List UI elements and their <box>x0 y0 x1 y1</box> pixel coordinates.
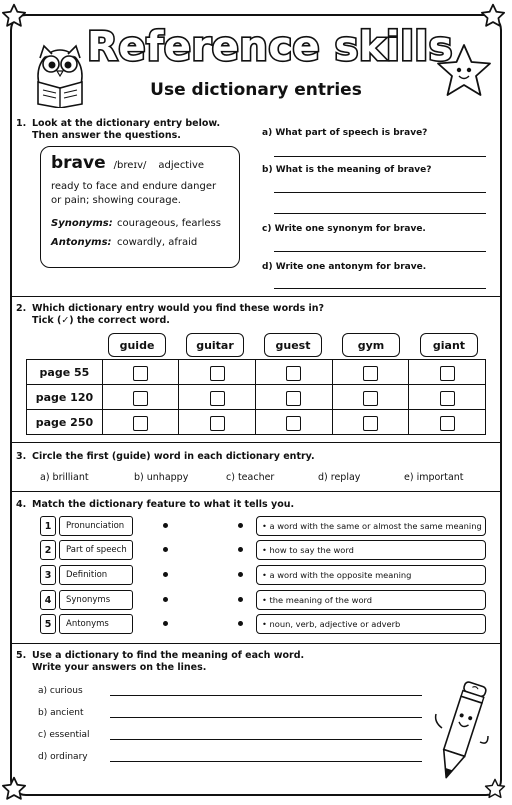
answer-line[interactable] <box>110 695 422 696</box>
question-1: 1. Look at the dictionary entry below. Then answer the questions. <box>16 118 496 142</box>
match-dot-right[interactable] <box>238 621 243 626</box>
answer-line[interactable] <box>274 251 486 252</box>
tick-checkbox[interactable] <box>210 366 225 381</box>
tick-checkbox[interactable] <box>440 416 455 431</box>
feature-number: 4 <box>40 590 56 610</box>
q1-question-d: d) Write one antonym for brave. <box>262 262 427 272</box>
tick-checkbox[interactable] <box>133 416 148 431</box>
match-dot-right[interactable] <box>238 523 243 528</box>
match-dot-right[interactable] <box>238 547 243 552</box>
guide-word-item[interactable]: a) brilliant <box>40 472 89 483</box>
meaning-box: • a word with the opposite meaning <box>256 565 486 585</box>
tick-checkbox[interactable] <box>363 366 378 381</box>
q1-instruction: 1. Look at the dictionary entry below. <box>16 118 221 129</box>
word-box-guide: guide <box>108 333 166 357</box>
tick-checkbox[interactable] <box>133 391 148 406</box>
word-box-guest: guest <box>264 333 322 357</box>
table-row <box>27 410 486 435</box>
q5-word: d) ordinary <box>38 752 88 762</box>
answer-line[interactable] <box>110 761 422 762</box>
answer-line[interactable] <box>110 717 422 718</box>
table-row <box>27 385 486 410</box>
entry-part-of-speech: adjective <box>158 160 205 171</box>
table-row <box>27 360 486 385</box>
row-label: page 55 <box>27 360 103 385</box>
feature-number: 1 <box>40 516 56 536</box>
tick-checkbox[interactable] <box>210 391 225 406</box>
meaning-box: • the meaning of the word <box>256 590 486 610</box>
entry-word: brave <box>51 153 106 173</box>
pencil-character-icon <box>428 676 494 788</box>
section-divider <box>12 442 500 443</box>
dictionary-entry-box <box>40 146 240 268</box>
entry-antonyms: Antonyms: cowardly, afraid <box>51 237 198 248</box>
guide-word-item[interactable]: b) unhappy <box>134 472 189 483</box>
answer-line[interactable] <box>274 288 486 289</box>
entry-synonyms: Synonyms: courageous, fearless <box>51 218 221 229</box>
word-box-gym: gym <box>342 333 400 357</box>
q1-question-a: a) What part of speech is brave? <box>262 128 428 138</box>
corner-star-icon <box>1 776 27 802</box>
tick-checkbox[interactable] <box>440 366 455 381</box>
q5-word: b) ancient <box>38 708 84 718</box>
tick-checkbox[interactable] <box>363 416 378 431</box>
tick-checkbox[interactable] <box>286 366 301 381</box>
q1-question-b: b) What is the meaning of brave? <box>262 165 432 175</box>
q5-word: c) essential <box>38 730 90 740</box>
tick-checkbox[interactable] <box>133 366 148 381</box>
tick-table <box>26 359 486 435</box>
match-dot-right[interactable] <box>238 572 243 577</box>
tick-checkbox[interactable] <box>286 416 301 431</box>
guide-word-item[interactable]: e) important <box>404 472 464 483</box>
feature-number: 5 <box>40 614 56 634</box>
question-5: 5. Use a dictionary to find the meaning of each word. Write your answers on the lines. <box>16 650 305 673</box>
match-dot-right[interactable] <box>238 597 243 602</box>
tick-checkbox[interactable] <box>286 391 301 406</box>
match-dot-left[interactable] <box>163 523 168 528</box>
section-divider <box>12 296 500 297</box>
tick-checkbox[interactable] <box>363 391 378 406</box>
q1-question-c: c) Write one synonym for brave. <box>262 224 426 234</box>
feature-antonyms: Antonyms <box>59 614 133 634</box>
answer-line[interactable] <box>274 156 486 157</box>
subtitle: Use dictionary entries <box>150 80 362 100</box>
match-dot-left[interactable] <box>163 547 168 552</box>
section-divider <box>12 643 500 644</box>
row-label: page 250 <box>27 410 103 435</box>
q5-word: a) curious <box>38 686 83 696</box>
tick-checkbox[interactable] <box>440 391 455 406</box>
tick-checkbox[interactable] <box>210 416 225 431</box>
feature-number: 3 <box>40 565 56 585</box>
meaning-box: • a word with the same or almost the same meaning <box>256 516 486 536</box>
match-dot-left[interactable] <box>163 597 168 602</box>
feature-definition: Definition <box>59 565 133 585</box>
entry-phonetic: /breɪv/ <box>113 160 147 171</box>
question-4: 4. Match the dictionary feature to what it tells you. <box>16 499 295 510</box>
question-2: 2. Which dictionary entry would you find these words in? Tick (✓) the correct word. <box>16 303 325 326</box>
question-3: 3. Circle the first (guide) word in each dictionary entry. <box>16 451 315 462</box>
title-text: Reference skills <box>87 24 453 70</box>
row-label: page 120 <box>27 385 103 410</box>
answer-line[interactable] <box>274 213 486 214</box>
answer-line[interactable] <box>274 192 486 193</box>
guide-word-item[interactable]: d) replay <box>318 472 361 483</box>
feature-pronunciation: Pronunciation <box>59 516 133 536</box>
answer-line[interactable] <box>110 739 422 740</box>
match-dot-left[interactable] <box>163 572 168 577</box>
meaning-box: • noun, verb, adjective or adverb <box>256 614 486 634</box>
word-box-guitar: guitar <box>186 333 244 357</box>
feature-number: 2 <box>40 540 56 560</box>
entry-definition: ready to face and endure danger or pain; showing courage. <box>51 181 217 206</box>
guide-word-item[interactable]: c) teacher <box>226 472 275 483</box>
match-dot-left[interactable] <box>163 621 168 626</box>
section-divider <box>12 491 500 492</box>
feature-synonyms: Synonyms <box>59 590 133 610</box>
feature-part-of-speech: Part of speech <box>59 540 133 560</box>
word-box-giant: giant <box>420 333 478 357</box>
meaning-box: • how to say the word <box>256 540 486 560</box>
